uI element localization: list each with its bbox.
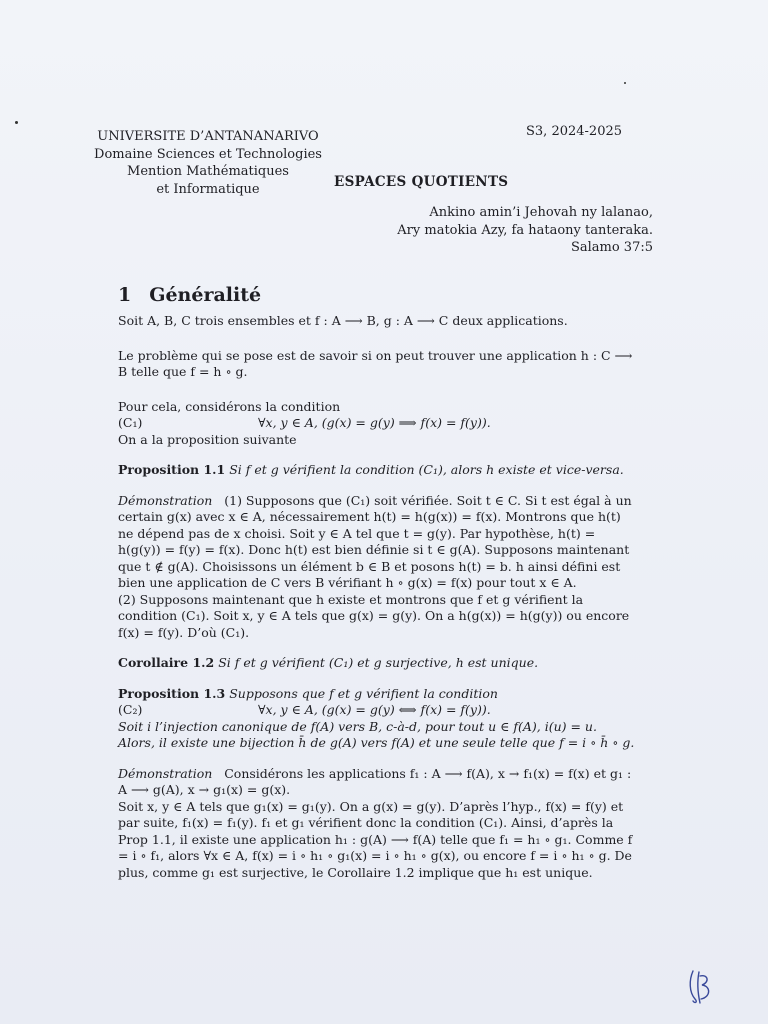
document-title: ESPACES QUOTIENTS	[334, 174, 509, 190]
proposition-1-1	[118, 462, 636, 479]
paragraph: Le problème qui se pose est de savoir si on peut trouver une application h : C ⟶ B telle que f = h ∘ g.	[118, 347, 633, 379]
speck	[15, 121, 18, 124]
condition-c2	[118, 702, 636, 719]
condition-formula: ∀x, y ∈ A, (g(x) = g(y) ⟺ f(x) = f(y)).	[258, 702, 491, 717]
condition-formula: ∀x, y ∈ A, (g(x) = g(y) ⟹ f(x) = f(y)).	[258, 415, 491, 430]
paragraph: Pour cela, considérons la condition	[118, 398, 341, 414]
proof-text: Soit x, y ∈ A tels que g₁(x) = g₁(y). On a g(x) = g(y). D’après l’hyp., f(x) = f(y) et par suite, f₁(x) = f₁(y). f₁ et g₁ vérifient donc la condition (C₁). Ainsi, d’après la Prop 1.1, il existe une application h₁ : g(A) ⟶ f(A) telle que f₁ = h₁ ∘ g₁. Comme f = i ∘ f₁, alors ∀x ∈ A, f(x) = i ∘ h₁ ∘ g₁(x) = i ∘ h₁ ∘ g(x), ou encore f = i ∘ h₁ ∘ g. De plus, comme g₁ est surjective, le Corollaire 1.2 implique que h₁ est unique.	[118, 798, 633, 880]
speck	[624, 82, 626, 84]
statement-heading: Proposition 1.1	[118, 462, 226, 477]
condition-c1	[118, 415, 636, 432]
statement-body: Si f et g vérifient (C₁) et g surjective, h est unique.	[218, 655, 539, 670]
section-number: 1	[118, 284, 132, 306]
institution-block	[88, 128, 328, 198]
handwritten-initials-icon	[686, 968, 716, 1006]
proof-1	[118, 493, 636, 592]
statement-body: Si f et g vérifient la condition (C₁), alors h existe et vice-versa.	[229, 462, 624, 477]
epigraph	[397, 204, 653, 257]
statement-heading: Proposition 1.3	[118, 685, 226, 701]
proof-heading: Démonstration	[118, 765, 213, 781]
condition-label: (C₁)	[118, 415, 143, 430]
epigraph-reference: Salamo 37:5	[570, 240, 653, 255]
proof-text: Considérons les applications f₁ : A ⟶ f(A), x → f₁(x) = f(x) et g₁ : A ⟶ g(A), x → g₁(x) = g(x).	[118, 765, 632, 797]
term-label: S3, 2024-2025	[526, 124, 623, 139]
proof-text: (1) Supposons que (C₁) soit vérifiée. Soit t ∈ C. Si t est égal à un certain g(x) avec x ∈ A, nécessairement h(t) = h(g(x)) = f(x). Montrons que h(t) ne dépend pas de x choisi. Soit y ∈ A tel que t = g(y). Par hypothèse, h(t) = h(g(y)) = f(y) = f(x). Donc h(t) est bien définie si t ∈ g(A). Supposons maintenant que t ∉ g(A). Choisissons un élément b ∈ B et posons h(t) = b. h ainsi défini est bien une application de C vers B vérifiant h ∘ g(x) = f(x) pour tout x ∈ A.	[118, 492, 632, 590]
statement-body: Supposons que f et g vérifient la condition	[229, 685, 498, 701]
section-heading	[118, 284, 261, 306]
document-body	[118, 313, 636, 881]
condition-label: (C₂)	[118, 702, 143, 717]
proof-2	[118, 766, 636, 799]
institution-line: UNIVERSITE D’ANTANANARIVO	[97, 129, 319, 144]
epigraph-line: Ary matokia Azy, fa hataony tanteraka.	[397, 222, 653, 238]
institution-line: Domaine Sciences et Technologies	[94, 146, 322, 162]
statement-heading: Corollaire 1.2	[118, 655, 215, 670]
institution-line: Mention Mathématiques	[127, 164, 289, 179]
proof-heading: Démonstration	[118, 492, 213, 508]
statement-body: Soit i l’injection canonique de f(A) vers B, c-à-d, pour tout u ∈ f(A), i(u) = u. Alors, il existe une bijection h̄ de g(A) vers f(A) et une seule telle que f = i ∘ h̄ ∘ g.	[118, 718, 635, 750]
proof-text: (2) Supposons maintenant que h existe et montrons que f et g vérifient la condition (C₁). Soit x, y ∈ A tels que g(x) = g(y). On a h(g(x)) = h(g(y)) ou encore f(x) = f(y). D’où (C₁).	[118, 591, 630, 640]
epigraph-line: Ankino amin’i Jehovah ny lalanao,	[429, 205, 653, 220]
section-title: Généralité	[149, 284, 262, 306]
institution-line: et Informatique	[156, 181, 260, 197]
corollary-1-2	[118, 655, 636, 672]
paragraph: Soit A, B, C trois ensembles et f : A ⟶ B, g : A ⟶ C deux applications.	[118, 313, 568, 328]
paragraph: On a la proposition suivante	[118, 431, 297, 447]
proposition-1-3	[118, 686, 636, 703]
